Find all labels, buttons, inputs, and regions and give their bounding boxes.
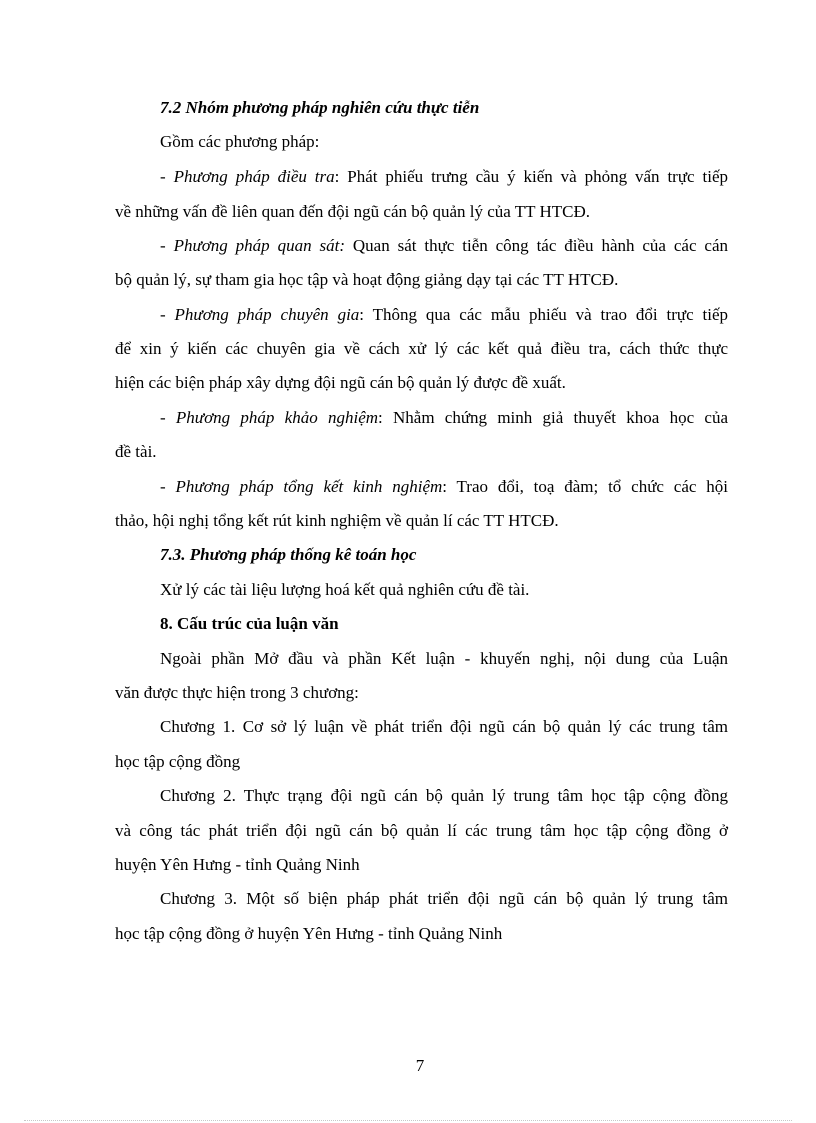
- method-survey-cont: về những vấn đề liên quan đến đội ngũ cán bộ quản lý của TT HTCĐ.: [115, 202, 591, 221]
- section-7-3-text: Xử lý các tài liệu lượng hoá kết quả nghiên cứu đề tài.: [160, 580, 530, 599]
- bullet-dash: -: [160, 236, 174, 255]
- method-observation-name: Phương pháp quan sát:: [173, 236, 345, 255]
- method-testing-name: Phương pháp khảo nghiệm: [175, 408, 379, 427]
- section-8-heading: 8. Cấu trúc của luận văn: [160, 614, 339, 633]
- method-expert-name: Phương pháp chuyên gia: [174, 305, 360, 324]
- method-experience-cont: thảo, hội nghị tổng kết rút kinh nghiệm về quản lí các TT HTCĐ.: [115, 511, 559, 530]
- section-7-2-heading: 7.2 Nhóm phương pháp nghiên cứu thực tiễn: [160, 98, 480, 117]
- bullet-dash: -: [160, 408, 176, 427]
- chapter-3: Chương 3. Một số biện pháp phát triển đội ngũ cán bộ quản lý trung tâm: [160, 889, 728, 908]
- page-number: 7: [415, 1056, 425, 1075]
- methods-intro: Gồm các phương pháp:: [160, 132, 320, 151]
- method-expert-cont2: hiện các biện pháp xây dựng đội ngũ cán bộ quản lý được đề xuất.: [115, 373, 566, 392]
- page-bottom-divider: [24, 1120, 792, 1121]
- bullet-dash: -: [160, 305, 175, 324]
- method-experience-name: Phương pháp tổng kết kinh nghiệm: [175, 477, 443, 496]
- chapter-2-cont2: huyện Yên Hưng - tỉnh Quảng Ninh: [115, 855, 360, 874]
- method-experience: - Phương pháp tổng kết kinh nghiệm: Trao đổi, toạ đàm; tổ chức các hội: [160, 477, 728, 496]
- bullet-dash: -: [160, 477, 176, 496]
- method-observation-cont: bộ quản lý, sự tham gia học tập và hoạt động giảng dạy tại các TT HTCĐ.: [115, 270, 619, 289]
- chapter-1: Chương 1. Cơ sở lý luận về phát triển đội ngũ cán bộ quản lý các trung tâm: [160, 717, 728, 736]
- method-expert: - Phương pháp chuyên gia: Thông qua các mẫu phiếu và trao đổi trực tiếp: [160, 305, 728, 324]
- chapter-2: Chương 2. Thực trạng đội ngũ cán bộ quản lý trung tâm học tập cộng đồng: [160, 786, 728, 805]
- chapter-2-cont: và công tác phát triển đội ngũ cán bộ quản lí các trung tâm học tập cộng đồng ở: [115, 821, 728, 840]
- method-survey: - Phương pháp điều tra: Phát phiếu trưng cầu ý kiến và phỏng vấn trực tiếp: [160, 167, 728, 186]
- chapter-3-cont: học tập cộng đồng ở huyện Yên Hưng - tỉnh Quảng Ninh: [115, 924, 503, 943]
- method-observation: - Phương pháp quan sát: Quan sát thực tiễn công tác điều hành của các cán: [160, 236, 728, 255]
- structure-intro: Ngoài phần Mở đầu và phần Kết luận - khuyến nghị, nội dung của Luận: [160, 649, 728, 668]
- structure-intro-cont: văn được thực hiện trong 3 chương:: [115, 683, 359, 702]
- bullet-dash: -: [160, 167, 174, 186]
- method-testing-cont: đề tài.: [115, 442, 157, 461]
- method-testing: - Phương pháp khảo nghiệm: Nhằm chứng minh giả thuyết khoa học của: [160, 408, 728, 427]
- section-7-3-heading: 7.3. Phương pháp thống kê toán học: [160, 545, 417, 564]
- method-expert-cont: để xin ý kiến các chuyên gia về cách xử lý các kết quả điều tra, cách thức thực: [115, 339, 728, 358]
- method-survey-name: Phương pháp điều tra: [173, 167, 335, 186]
- chapter-1-cont: học tập cộng đồng: [115, 752, 241, 771]
